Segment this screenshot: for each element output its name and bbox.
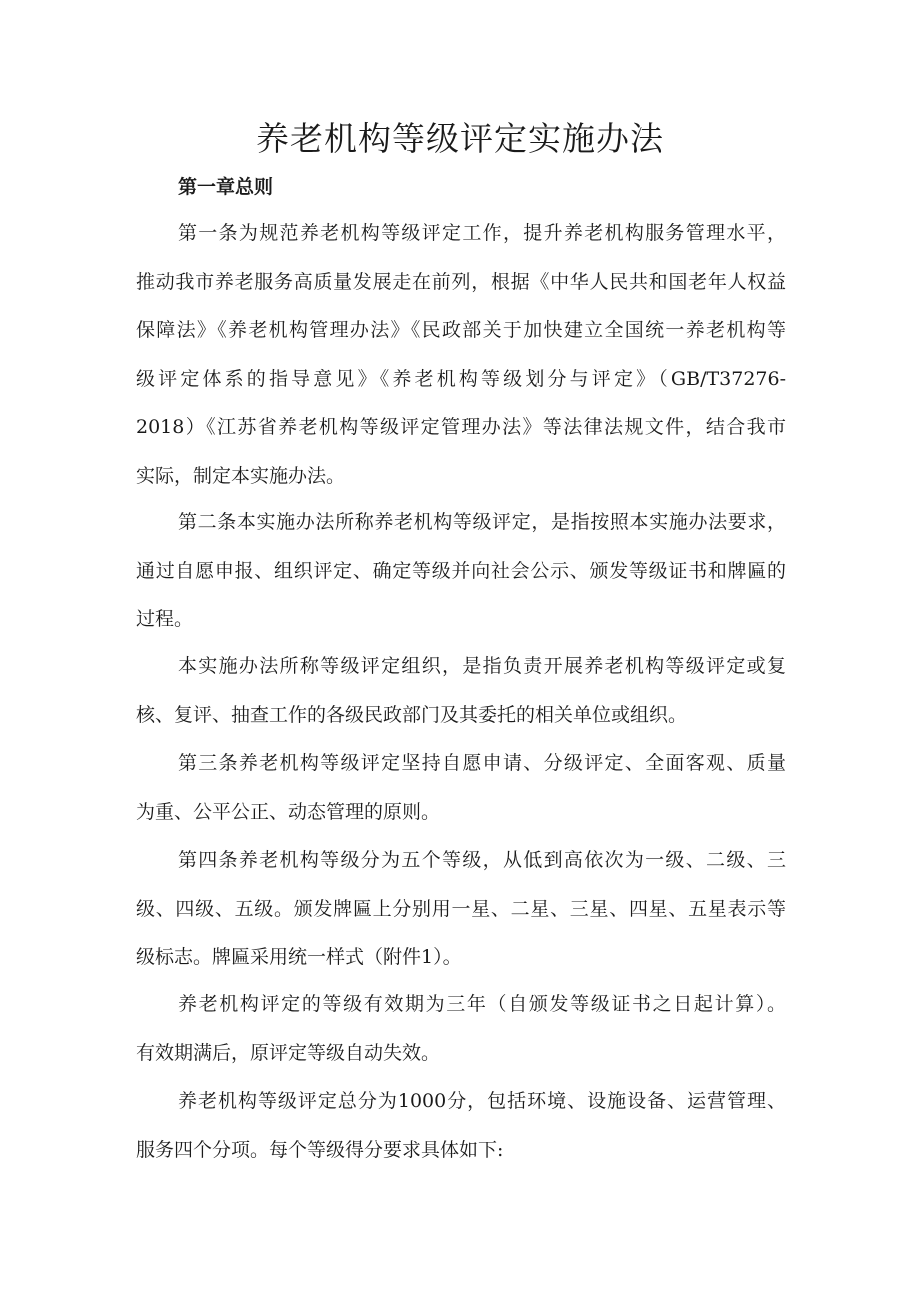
text-line: 第一条为规范养老机构等级评定工作，提升养老机构服务管理水平， [178,222,786,244]
text-line: 为重、公平公正、动态管理的原则。 [136,800,441,823]
text-line: 推动我市养老服务高质量发展走在前列，根据《中华人民共和国老年人权益 [136,270,786,293]
text-line: 2018）《江苏省养老机构等级评定管理办法》等法律法规文件，结合我市 [136,416,786,438]
paragraph-article-1 [136,209,786,500]
text-line: 养老机构等级评定总分为1000分，包括环境、设施设备、运营管理、 [178,1090,786,1112]
text-line: 保障法》《养老机构管理办法》《民政部关于加快建立全国统一养老机构等 [136,319,786,341]
text-line: 级评定体系的指导意见》《养老机构等级划分与评定》（GB/T37276- [136,367,786,390]
text-line: 有效期满后，原评定等级自动失效。 [136,1041,441,1064]
text-line: 级标志。牌匾采用统一样式（附件1）。 [136,946,462,968]
text-line: 本实施办法所称等级评定组织，是指负责开展养老机构等级评定或复 [178,655,786,677]
text-line: 实际，制定本实施办法。 [136,464,346,487]
text-line: 养老机构评定的等级有效期为三年（自颁发等级证书之日起计算）。 [178,993,786,1015]
paragraph-validity-period [136,980,786,1077]
text-line: 核、复评、抽查工作的各级民政部门及其委托的相关单位或组织。 [136,703,688,726]
text-line: 过程。 [136,608,194,630]
text-line: 服务四个分项。每个等级得分要求具体如下: [136,1138,504,1161]
paragraph-article-4 [136,836,786,982]
text-line: 通过自愿申报、组织评定、确定等级并向社会公示、颁发等级证书和牌匾的 [136,559,786,582]
paragraph-evaluation-organization [136,642,786,739]
paragraph-article-3 [136,739,786,836]
paragraph-total-score [136,1077,786,1174]
document-title: 养老机构等级评定实施办法 [256,119,664,158]
text-line: 级、四级、五级。颁发牌匾上分别用一星、二星、三星、四星、五星表示等 [136,897,786,920]
text-line: 第三条养老机构等级评定坚持自愿申请、分级评定、全面客观、质量 [178,752,786,774]
text-line: 第二条本实施办法所称养老机构等级评定，是指按照本实施办法要求， [178,511,786,533]
text-line: 第四条养老机构等级分为五个等级，从低到高依次为一级、二级、三 [178,849,786,871]
chapter-heading: 第一章总则 [178,176,274,198]
paragraph-article-2 [136,498,786,644]
